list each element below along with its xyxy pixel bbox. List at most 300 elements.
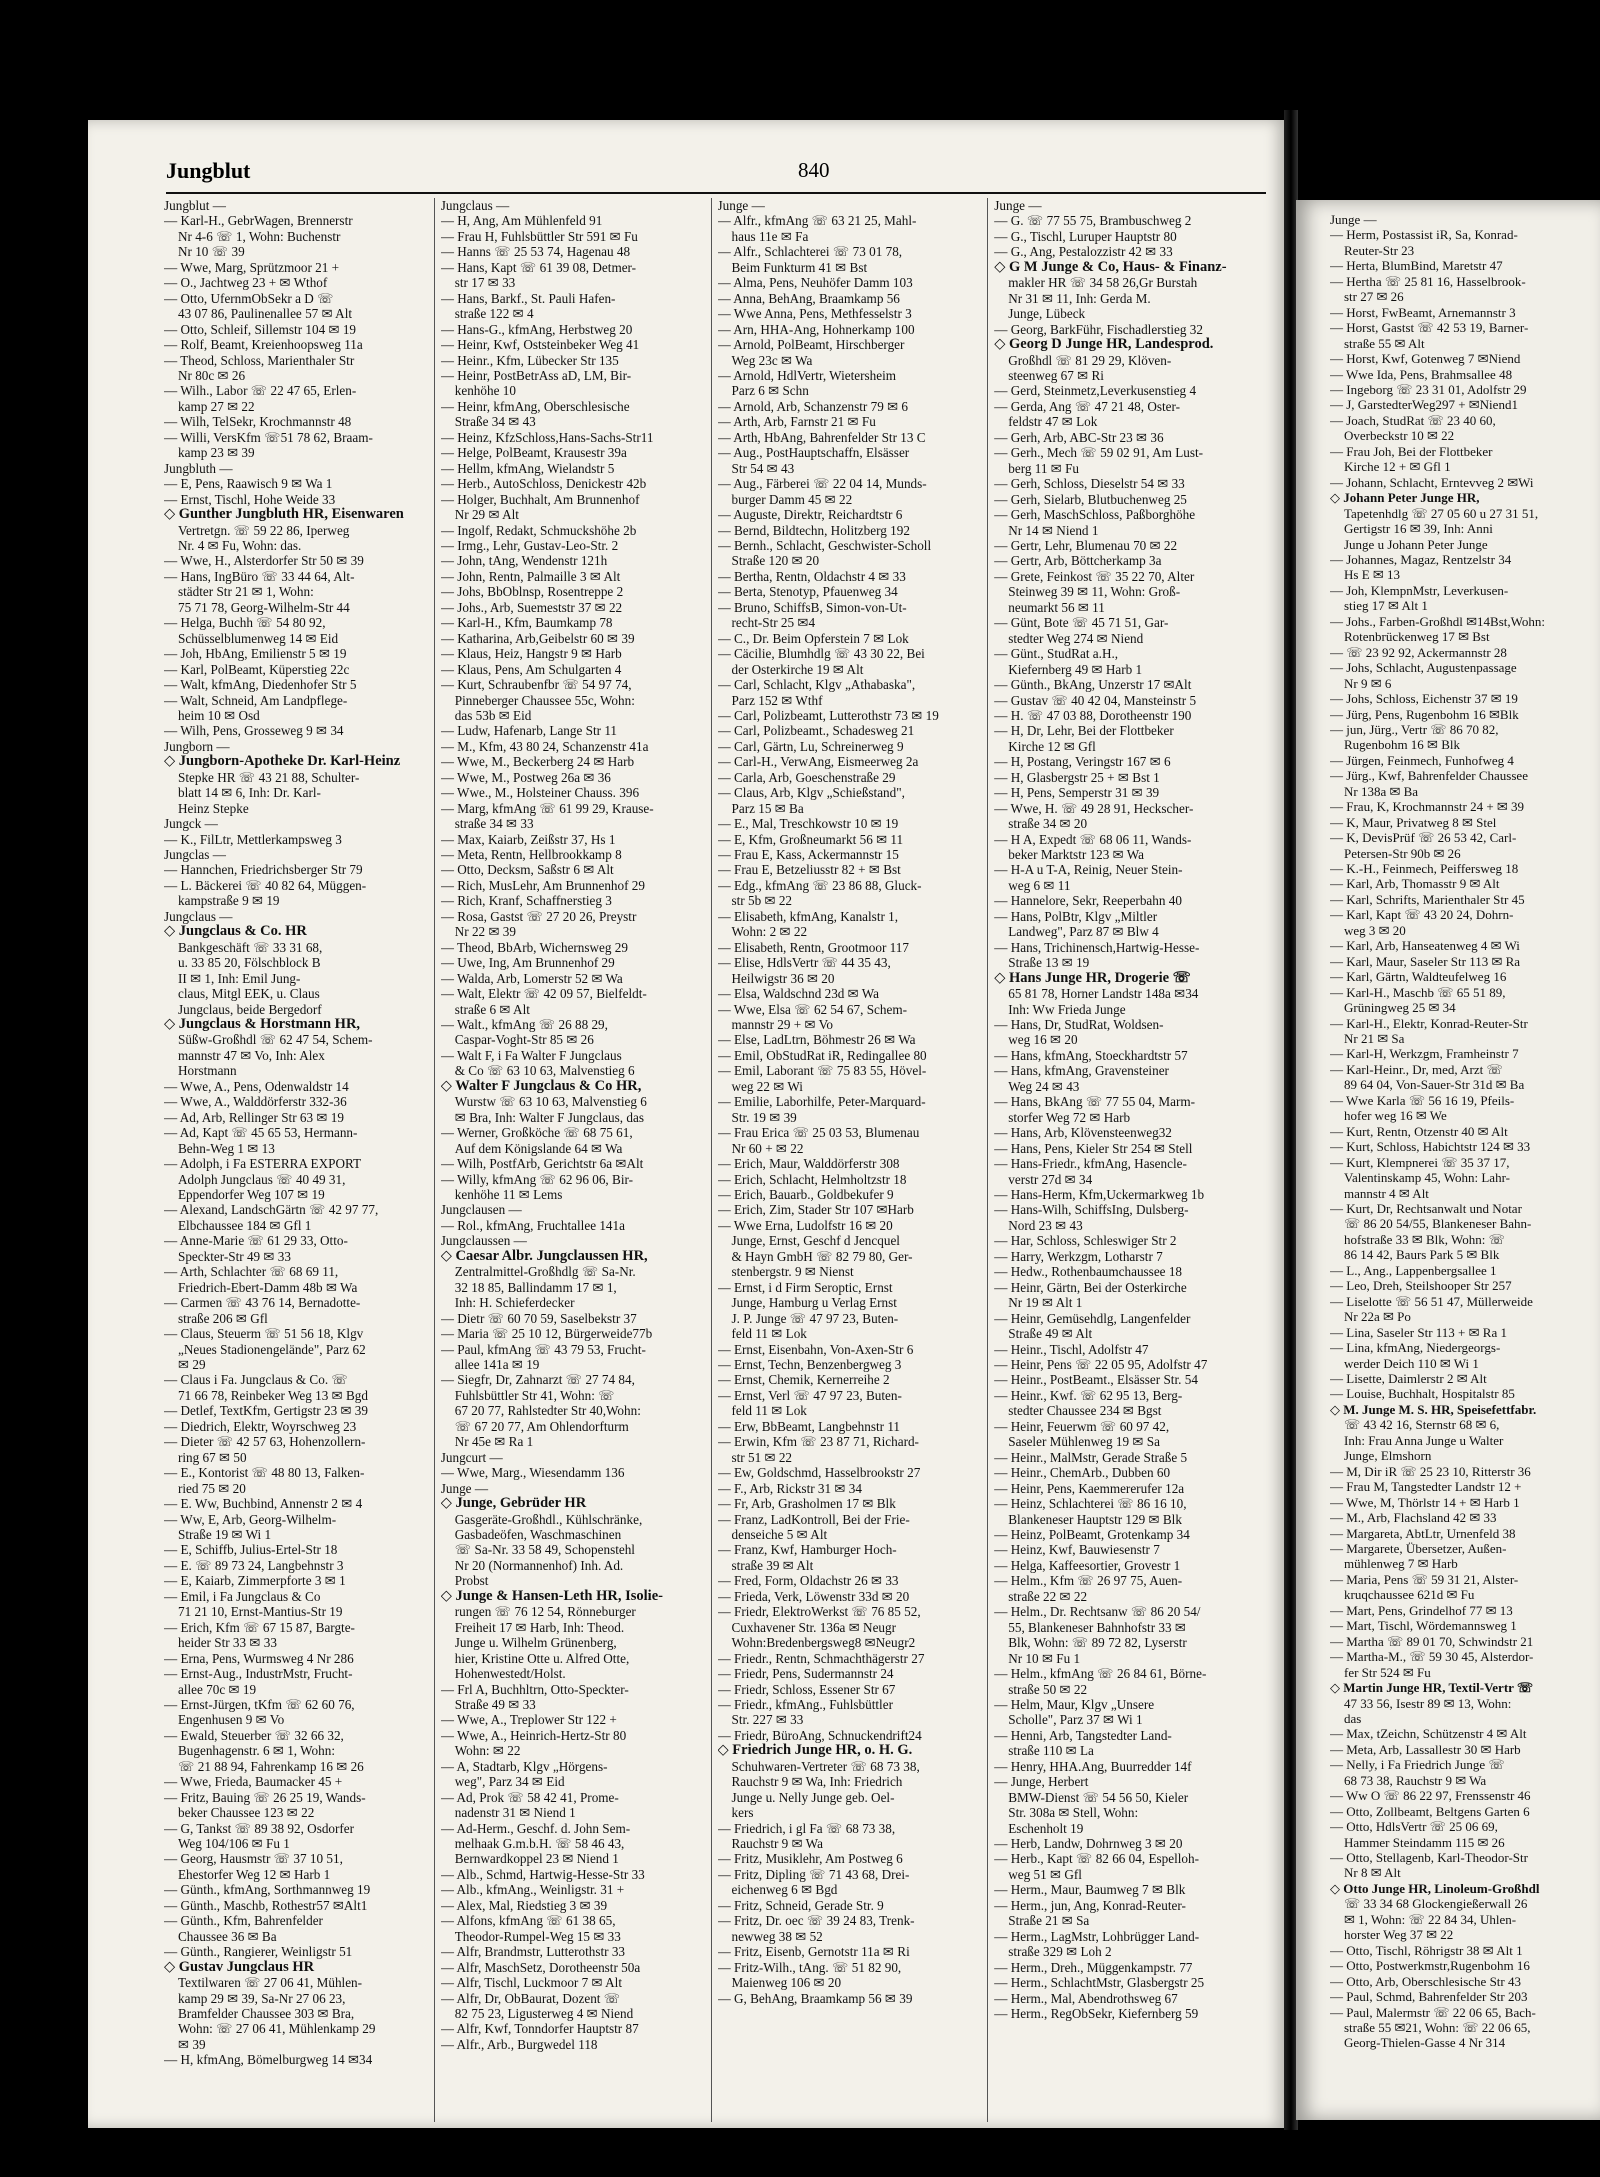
directory-entry: Elbchaussee 184 ✉ Gfl 1 bbox=[178, 1217, 312, 1233]
directory-entry: ◇ Martin Junge HR, Textil-Vertr ☏ bbox=[1330, 1680, 1534, 1696]
directory-entry: Engenhusen 9 ✉ Vo bbox=[178, 1712, 285, 1728]
directory-entry: straße 34 ✉ 20 bbox=[1008, 816, 1088, 832]
directory-entry: — Heinr, PostBetrAss aD, LM, Bir- bbox=[440, 367, 632, 383]
directory-entry: — Wwe, M., Postweg 26a ✉ 36 bbox=[440, 769, 611, 785]
directory-entry: — Johs., Farben-Großhdl ✉14Bst,Wohn: bbox=[1330, 613, 1545, 629]
directory-entry: — Gerda, Ang ☏ 47 21 48, Oster- bbox=[994, 398, 1181, 414]
directory-entry: — Claus, Arb, Klgv „Schießstand", bbox=[717, 785, 905, 801]
directory-entry: — Junge, Herbert bbox=[994, 1774, 1089, 1790]
directory-entry: — Ew, Goldschmd, Hasselbrookstr 27 bbox=[717, 1465, 921, 1481]
directory-entry: — Heinr, Pens ☏ 22 05 95, Adolfstr 47 bbox=[994, 1356, 1208, 1372]
directory-entry: — Otto, Postwerkmstr,Rugenbohm 16 bbox=[1330, 1958, 1530, 1974]
directory-entry: Ehestorfer Weg 12 ✉ Harb 1 bbox=[178, 1866, 331, 1882]
directory-entry: — Karl-H., Kfm, Baumkamp 78 bbox=[440, 615, 613, 631]
directory-entry: — Margareta, AbtLtr, Urnenfeld 38 bbox=[1330, 1525, 1516, 1541]
directory-entry: straße 55 ✉21, Wohn: ☏ 22 06 65, bbox=[1344, 2020, 1531, 2036]
directory-entry: beker Chaussee 123 ✉ 22 bbox=[178, 1805, 315, 1821]
directory-entry: stedter Weg 274 ✉ Niend bbox=[1008, 630, 1144, 646]
directory-entry: — Edg., kfmAng ☏ 23 86 88, Gluck- bbox=[717, 877, 922, 893]
directory-entry: — Maria ☏ 25 10 12, Bürgerweide77b bbox=[440, 1326, 653, 1342]
directory-entry: weg 22 ✉ Wi bbox=[731, 1078, 803, 1094]
directory-entry: — Alexand, LandschGärtn ☏ 42 97 77, bbox=[164, 1202, 379, 1218]
directory-entry: — Joach, StudRat ☏ 23 40 60, bbox=[1330, 412, 1496, 428]
directory-entry: nadenstr 31 ✉ Niend 1 bbox=[454, 1805, 576, 1821]
directory-entry: Junge u. Wilhelm Grünenberg, bbox=[454, 1635, 617, 1651]
directory-entry: weg 16 ✉ 20 bbox=[1008, 1032, 1078, 1048]
directory-entry: — Gerh, MaschSchloss, Paßborghöhe bbox=[994, 507, 1196, 523]
directory-entry: — Helm, Maur, Klgv „Unsere bbox=[994, 1696, 1155, 1712]
directory-entry: burger Damm 45 ✉ 22 bbox=[731, 491, 853, 507]
directory-entry: Heilwigstr 36 ✉ 20 bbox=[731, 970, 835, 986]
directory-entry: weg 6 ✉ 11 bbox=[1008, 877, 1071, 893]
directory-entry: — Heinr., Kwf. ☏ 62 95 13, Berg- bbox=[994, 1387, 1183, 1403]
directory-entry: ◇ Jungclaus & Co. HR bbox=[164, 924, 307, 940]
directory-entry: Weg 23c ✉ Wa bbox=[731, 352, 813, 368]
directory-entry: horster Weg 37 ✉ 22 bbox=[1344, 1927, 1454, 1943]
directory-entry: Parz 15 ✉ Ba bbox=[731, 800, 804, 816]
directory-entry: — Carl-H., VerwAng, Eismeerweg 2a bbox=[717, 754, 919, 770]
directory-entry: — Otto, Arb, Oberschlesische Str 43 bbox=[1330, 1973, 1522, 1989]
directory-entry: Landweg", Parz 87 ✉ Blw 4 bbox=[1008, 924, 1159, 940]
directory-entry: Zentralmittel-Großhdlg ☏ Sa-Nr. bbox=[454, 1264, 636, 1280]
directory-entry: — Willi, VersKfm ☏51 78 62, Braam- bbox=[164, 429, 373, 445]
directory-entry: — Emil, Laborant ☏ 75 83 55, Hövel- bbox=[717, 1063, 927, 1079]
directory-entry: — C., Dr. Beim Opferstein 7 ✉ Lok bbox=[717, 630, 909, 646]
directory-entry: — Heinr, Gärtn, Bei der Osterkirche bbox=[994, 1279, 1187, 1295]
directory-entry: kenhöhe 11 ✉ Lems bbox=[454, 1187, 563, 1202]
directory-entry: Beim Funkturm 41 ✉ Bst bbox=[731, 259, 868, 275]
directory-entry: Saseler Mühlenweg 19 ✉ Sa bbox=[1008, 1434, 1160, 1450]
directory-entry: — Ernst, i d Firm Seroptic, Ernst bbox=[717, 1279, 893, 1295]
directory-entry: — Emilie, Laborhilfe, Peter-Marquard- bbox=[717, 1094, 926, 1110]
directory-entry: — Jürg, Pens, Rugenbohm 16 ✉Blk bbox=[1330, 706, 1519, 722]
directory-entry: Bugenhagenstr. 6 ✉ 1, Wohn: bbox=[178, 1743, 335, 1759]
directory-entry: Gasbadeöfen, Waschmaschinen bbox=[454, 1526, 622, 1542]
directory-entry: u. 33 85 20, Fölschblock B bbox=[178, 955, 321, 971]
directory-entry: Wohn: ✉ 22 bbox=[454, 1743, 521, 1759]
directory-entry: — Arth, Schlachter ☏ 68 69 11, bbox=[164, 1264, 339, 1280]
directory-entry: ◇ Otto Junge HR, Linoleum-Großhdl bbox=[1330, 1880, 1540, 1896]
directory-entry: — Ernst, Techn, Benzenbergweg 3 bbox=[717, 1356, 902, 1372]
directory-entry: 68 73 38, Rauchstr 9 ✉ Wa bbox=[1344, 1772, 1487, 1788]
directory-entry: Schüsselblumenweg 14 ✉ Eid bbox=[178, 630, 339, 646]
directory-entry: ried 75 ✉ 20 bbox=[178, 1480, 246, 1496]
directory-entry: newweg 38 ✉ 52 bbox=[731, 1928, 823, 1944]
directory-entry: — Heinr., MalMstr, Gerade Straße 5 bbox=[994, 1449, 1188, 1465]
directory-entry: Petersen-Str 90b ✉ 26 bbox=[1344, 845, 1461, 861]
directory-entry: — Herm, Postassist iR, Sa, Konrad- bbox=[1330, 227, 1518, 243]
directory-entry: — Franz, Kwf, Hamburger Hoch- bbox=[717, 1542, 897, 1558]
directory-entry: Nr 10 ☏ 39 bbox=[178, 244, 245, 260]
directory-entry: Friedrich-Ebert-Damm 48b ✉ Wa bbox=[178, 1279, 358, 1295]
directory-entry: — Bertha, Rentn, Oldachstr 4 ✉ 33 bbox=[717, 568, 906, 584]
directory-entry: hofstraße 33 ✉ Blk, Wohn: ☏ bbox=[1344, 1231, 1505, 1247]
directory-entry: — E, Kaiarb, Zimmerpforte 3 ✉ 1 bbox=[164, 1573, 346, 1589]
directory-entry: — Herb, Landw, Dohrnweg 3 ✉ 20 bbox=[994, 1836, 1183, 1852]
directory-entry: ✉ 1, Wohn: ☏ 22 84 34, Uhlen- bbox=[1344, 1911, 1517, 1927]
directory-entry: ring 67 ✉ 50 bbox=[178, 1449, 247, 1465]
directory-entry: ◇ Junge & Hansen-Leth HR, Isolie- bbox=[440, 1588, 663, 1604]
directory-entry: Rugenbohm 16 ✉ Blk bbox=[1344, 737, 1460, 753]
directory-entry: — Alma, Pens, Neuhöfer Damm 103 bbox=[717, 275, 913, 291]
directory-entry: — Elsa, Waldschnd 23d ✉ Wa bbox=[717, 986, 880, 1002]
directory-entry: — Hans, Arb, Klövensteenweg32 bbox=[994, 1125, 1172, 1141]
directory-entry: — K.-H., Feinmech, Peiffersweg 18 bbox=[1330, 861, 1519, 877]
directory-entry: straße 50 ✉ 22 bbox=[1008, 1681, 1088, 1697]
directory-entry: — Horst, Kwf, Gotenweg 7 ✉Niend bbox=[1330, 351, 1521, 367]
directory-entry: — Friedr, ElektroWerkst ☏ 76 85 52, bbox=[717, 1604, 921, 1620]
directory-entry: ◇ M. Junge M. S. HR, Speisefettfabr. bbox=[1330, 1401, 1537, 1417]
directory-entry: — Ww O ☏ 86 22 97, Frenssenstr 46 bbox=[1330, 1788, 1531, 1804]
directory-entry: — Herb., AutoSchloss, Denickestr 42b bbox=[440, 476, 647, 492]
directory-entry: Jungclas — bbox=[164, 847, 226, 863]
directory-entry: — G. ☏ 77 55 75, Brambuschweg 2 bbox=[994, 213, 1192, 229]
directory-entry: — Helm., Kfm ☏ 26 97 75, Auen- bbox=[994, 1573, 1183, 1589]
directory-entry: — Karl-H., Elektr, Konrad-Reuter-Str bbox=[1330, 1015, 1528, 1031]
directory-entry: straße 329 ✉ Loh 2 bbox=[1008, 1944, 1112, 1960]
directory-entry: — Gerh, Schloss, Dieselstr 54 ✉ 33 bbox=[994, 476, 1185, 492]
directory-entry: — Gertr, Lehr, Blumenau 70 ✉ 22 bbox=[994, 537, 1178, 553]
directory-entry: — Karl, Maur, Saseler Str 113 ✉ Ra bbox=[1330, 953, 1521, 969]
directory-entry: — Wwe, M, Thörlstr 14 + ✉ Harb 1 bbox=[1330, 1494, 1520, 1510]
directory-entry: — Dietr ☏ 60 70 59, Saselbekstr 37 bbox=[440, 1310, 637, 1326]
directory-entry: heider Str 33 ✉ 33 bbox=[178, 1635, 277, 1651]
directory-entry: — Ad, Arb, Rellinger Str 63 ✉ 19 bbox=[164, 1109, 344, 1125]
directory-entry: — Hans, Dr, StudRat, Woldsen- bbox=[994, 1017, 1164, 1033]
directory-entry: — Heinr., Tischl, Adolfstr 47 bbox=[994, 1341, 1149, 1357]
directory-columns bbox=[158, 198, 1264, 2122]
directory-entry: Inh: Frau Anna Junge u Walter bbox=[1344, 1432, 1504, 1448]
directory-entry: — Fritz, Musiklehr, Am Postweg 6 bbox=[717, 1851, 903, 1867]
directory-entry: — Günth., Rangierer, Weinligstr 51 bbox=[164, 1944, 353, 1960]
directory-entry: — Meta, Arb, Lassallestr 30 ✉ Harb bbox=[1330, 1741, 1521, 1757]
directory-entry: straße 122 ✉ 4 bbox=[454, 306, 534, 322]
directory-entry: — Paul, Schmd, Bahrenfelder Str 203 bbox=[1330, 1989, 1528, 2005]
directory-entry: — Liselotte ☏ 56 51 47, Müllerweide bbox=[1330, 1293, 1533, 1309]
directory-entry: — Helga, Buchh ☏ 54 80 92, bbox=[164, 615, 326, 631]
directory-entry: — Carl, Polizbeamt, Lutterothstr 73 ✉ 19 bbox=[717, 707, 939, 723]
directory-entry: — Henni, Arb, Tangstedter Land- bbox=[994, 1727, 1172, 1743]
directory-entry: — Hans-G., kfmAng, Herbstweg 20 bbox=[440, 321, 633, 337]
directory-entry: — Hanns ☏ 25 53 74, Hagenau 48 bbox=[440, 244, 631, 260]
directory-entry: ◇ Hans Junge HR, Drogerie ☏ bbox=[994, 970, 1191, 986]
directory-entry: — Otto, Tischl, Röhrigstr 38 ✉ Alt 1 bbox=[1330, 1942, 1523, 1958]
directory-entry: — Hedw., Rothenbaumchaussee 18 bbox=[994, 1264, 1183, 1280]
directory-entry: — Ludw, Hafenarb, Lange Str 11 bbox=[440, 723, 618, 739]
directory-entry: Nord 23 ✉ 43 bbox=[1008, 1217, 1083, 1233]
directory-entry: storfer Weg 72 ✉ Harb bbox=[1008, 1109, 1131, 1125]
directory-entry: — Anne-Marie ☏ 61 29 33, Otto- bbox=[164, 1233, 348, 1249]
directory-entry: weg 51 ✉ Gfl bbox=[1008, 1866, 1082, 1882]
directory-entry: str 5b ✉ 22 bbox=[731, 893, 793, 909]
directory-entry: — Herm., RegObSekr, Kiefernberg 59 bbox=[994, 2006, 1199, 2022]
directory-entry: — Alfr, Dr, ObBaurat, Dozent ☏ bbox=[440, 1990, 621, 2006]
directory-entry: ◇ Caesar Albr. Jungclaussen HR, bbox=[440, 1248, 648, 1264]
directory-entry: steenweg 67 ✉ Ri bbox=[1008, 367, 1104, 383]
directory-entry: — Hans, Pens, Kieler Str 254 ✉ Stell bbox=[994, 1140, 1193, 1156]
directory-entry: — Rich, MusLehr, Am Brunnenhof 29 bbox=[440, 877, 645, 893]
directory-entry: 82 75 23, Ligusterweg 4 ✉ Niend bbox=[454, 2006, 634, 2022]
directory-entry: — Heinz, KfzSchloss,Hans-Sachs-Str11 bbox=[440, 429, 654, 445]
directory-entry: Junge, Lübeck bbox=[1008, 306, 1086, 322]
directory-entry: — Wwe, A., Treplower Str 122 + bbox=[440, 1712, 617, 1728]
directory-entry: — Claus, Steuerm ☏ 51 56 18, Klgv bbox=[164, 1326, 364, 1342]
directory-entry: Rauchstr 9 ✉ Wa, Inh: Friedrich bbox=[731, 1774, 903, 1790]
directory-entry: 32 18 85, Ballindamm 17 ✉ 1, bbox=[454, 1279, 617, 1295]
directory-entry: Rotenbrückenweg 17 ✉ Bst bbox=[1344, 629, 1490, 645]
directory-entry: Süßw-Großhdl ☏ 62 47 54, Schem- bbox=[178, 1032, 373, 1048]
directory-entry: makler HR ☏ 34 58 26,Gr Burstah bbox=[1008, 275, 1198, 291]
directory-entry: Steinweg 39 ✉ 11, Wohn: Groß- bbox=[1008, 584, 1181, 600]
directory-entry: Gasgeräte-Großhdl., Kühlschränke, bbox=[454, 1511, 643, 1527]
directory-entry: — Wilh, TelSekr, Krochmannstr 48 bbox=[164, 414, 352, 430]
directory-entry: — Erich, Schlacht, Helmholtzstr 18 bbox=[717, 1171, 907, 1187]
directory-entry: — Johs, BbOblnsp, Rosentreppe 2 bbox=[440, 584, 624, 600]
directory-entry: — Heinr., PostBeamt., Elsässer Str. 54 bbox=[994, 1372, 1198, 1388]
directory-entry: — Walt, Elektr ☏ 42 09 57, Bielfeldt- bbox=[440, 986, 647, 1002]
directory-entry: Overbeckstr 10 ✉ 22 bbox=[1344, 428, 1455, 444]
directory-entry: — H, Postang, Veringstr 167 ✉ 6 bbox=[994, 754, 1171, 770]
directory-entry: Vertretgn. ☏ 59 22 86, Iperweg bbox=[178, 522, 350, 538]
directory-entry: — Günth., Maschb, Rothestr57 ✉Alt1 bbox=[164, 1897, 368, 1913]
directory-entry: — Alfons, kfmAng ☏ 61 38 65, bbox=[440, 1913, 616, 1929]
directory-entry: — Elisabeth, Rentn, Grootmoor 117 bbox=[717, 939, 909, 955]
directory-entry: — Dieter ☏ 42 57 63, Hohenzollern- bbox=[164, 1434, 366, 1450]
directory-entry: — Karl, PolBeamt, Küperstieg 22c bbox=[164, 661, 350, 677]
directory-entry: ☏ 21 88 94, Fahrenkamp 16 ✉ 26 bbox=[178, 1758, 364, 1774]
directory-entry: Chaussee 36 ✉ Ba bbox=[178, 1928, 277, 1944]
directory-entry: ◇ Walter F Jungclaus & Co HR, bbox=[440, 1078, 642, 1094]
directory-entry: kamp 27 ✉ 22 bbox=[178, 398, 255, 414]
directory-entry: — Arnold, PolBeamt, Hirschberger bbox=[717, 337, 905, 353]
directory-entry: Nr 29 ✉ Alt bbox=[454, 507, 519, 523]
directory-entry: — ☏ 23 92 92, Ackermannstr 28 bbox=[1330, 644, 1507, 660]
directory-entry: kers bbox=[731, 1805, 754, 1821]
directory-entry: — Herm., SchlachtMstr, Glasbergstr 25 bbox=[994, 1975, 1205, 1991]
directory-entry: — Friedr, Schloss, Essener Str 67 bbox=[717, 1681, 896, 1697]
directory-entry: Grüningweg 25 ✉ 34 bbox=[1344, 1000, 1456, 1016]
directory-entry: — Herm., Maur, Baumweg 7 ✉ Blk bbox=[994, 1882, 1186, 1898]
directory-entry: claus, Mitgl EEK, u. Claus bbox=[178, 986, 320, 1002]
directory-entry: II ✉ 1, Inh: Emil Jung- bbox=[178, 970, 301, 986]
directory-entry: — E., Mal, Treschkowstr 10 ✉ 19 bbox=[717, 816, 899, 832]
directory-entry: — Wwe, H., Alsterdorfer Str 50 ✉ 39 bbox=[164, 553, 364, 569]
directory-entry: Str. 227 ✉ 33 bbox=[731, 1712, 804, 1728]
directory-entry: — Frl A, Buchhltrn, Otto-Speckter- bbox=[440, 1681, 629, 1697]
directory-entry: — H, Dr, Lehr, Bei der Flottbeker bbox=[994, 723, 1174, 739]
directory-entry: — Gerd, Steinmetz,Leverkusenstieg 4 bbox=[994, 383, 1197, 399]
directory-entry: — Otto, Schleif, Sillemstr 104 ✉ 19 bbox=[164, 321, 357, 337]
directory-entry: — Arn, HHA-Ang, Hohnerkamp 100 bbox=[717, 321, 915, 337]
directory-entry: — Heinr., Kfm, Lübecker Str 135 bbox=[440, 352, 619, 368]
directory-entry: ☏ 67 20 77, Am Ohlendorfturm bbox=[454, 1418, 629, 1434]
directory-entry: str 51 ✉ 22 bbox=[731, 1449, 793, 1465]
directory-entry: — Hans-Wilh, SchiffsIng, Dulsberg- bbox=[994, 1202, 1189, 1218]
directory-entry: 55, Blankeneser Bahnhofstr 33 ✉ bbox=[1008, 1619, 1186, 1635]
directory-entry: — Erwin, Kfm ☏ 23 87 71, Richard- bbox=[717, 1434, 919, 1450]
directory-entry: — Helge, PolBeamt, Krausestr 39a bbox=[440, 445, 627, 461]
directory-entry: — A, Stadtarb, Klgv „Hörgens- bbox=[440, 1758, 608, 1774]
directory-entry: — Claus i Fa. Jungclaus & Co. ☏ bbox=[164, 1372, 348, 1388]
directory-entry: fer Str 524 ✉ Fu bbox=[1344, 1664, 1431, 1680]
directory-entry: — Günth., Kfm, Bahrenfelder bbox=[164, 1913, 323, 1929]
directory-entry: — Ww, E, Arb, Georg-Wilhelm- bbox=[164, 1511, 337, 1527]
directory-entry: — Gerh, Sielarb, Blutbuchenweg 25 bbox=[994, 491, 1187, 507]
directory-entry: blatt 14 ✉ 6, Inh: Dr. Karl- bbox=[178, 785, 321, 801]
directory-entry: — M., Arb, Flachsland 42 ✉ 33 bbox=[1330, 1510, 1497, 1526]
directory-entry: — Wwe, A., Pens, Odenwaldstr 14 bbox=[164, 1078, 349, 1094]
column-1 bbox=[158, 198, 435, 2122]
directory-entry: Blankeneser Hauptstr 129 ✉ Blk bbox=[1008, 1511, 1182, 1527]
directory-entry: Straße 34 ✉ 43 bbox=[454, 414, 536, 430]
directory-entry: Tapetenhdlg ☏ 27 05 60 u 27 31 51, bbox=[1344, 505, 1539, 521]
directory-entry: beker Marktstr 123 ✉ Wa bbox=[1008, 847, 1144, 863]
directory-entry: — Ad, Kapt ☏ 45 65 53, Hermann- bbox=[164, 1125, 358, 1141]
directory-entry: straße 22 ✉ 22 bbox=[1008, 1588, 1088, 1604]
directory-entry: — Arth, HbAng, Bahrenfelder Str 13 C bbox=[717, 429, 926, 445]
directory-entry: — Wilh., Labor ☏ 22 47 65, Erlen- bbox=[164, 383, 357, 399]
directory-entry: — Walt., kfmAng ☏ 26 88 29, bbox=[440, 1017, 608, 1033]
directory-entry: hier, Kristine Otte u. Alfred Otte, bbox=[454, 1650, 630, 1666]
directory-entry: — Wilh, Pens, Grosseweg 9 ✉ 34 bbox=[164, 723, 344, 739]
directory-entry: — Frieda, Verk, Löwenstr 33d ✉ 20 bbox=[717, 1588, 910, 1604]
directory-entry: — Lina, kfmAng, Niedergeorgs- bbox=[1330, 1340, 1501, 1356]
directory-entry: 71 66 78, Reinbeker Weg 13 ✉ Bgd bbox=[178, 1387, 368, 1403]
directory-entry: Str 54 ✉ 43 bbox=[731, 460, 795, 476]
directory-entry: Junge, Hamburg u Verlag Ernst bbox=[731, 1295, 897, 1311]
directory-entry: — Gertr, Arb, Böttcherkamp 3a bbox=[994, 553, 1162, 569]
directory-entry: — Ernst, Verl ☏ 47 97 23, Buten- bbox=[717, 1387, 902, 1403]
directory-entry: ✉ Bra, Inh: Walter F Jungclaus, das bbox=[454, 1109, 644, 1125]
directory-entry: — Meta, Rentn, Hellbrookkamp 8 bbox=[440, 847, 622, 863]
directory-entry: — Wwe Erna, Ludolfstr 16 ✉ 20 bbox=[717, 1217, 893, 1233]
directory-entry: kampstraße 9 ✉ 19 bbox=[178, 893, 280, 909]
directory-entry: — Wwe Anna, Pens, Methfesselstr 3 bbox=[717, 306, 912, 322]
directory-entry: — Ernst-Aug., IndustrMstr, Frucht- bbox=[164, 1666, 353, 1682]
directory-entry: — Carla, Arb, Goeschenstraße 29 bbox=[717, 769, 896, 785]
directory-entry: Nr 60 + ✉ 22 bbox=[731, 1140, 804, 1156]
directory-entry: Jungclaussen — bbox=[440, 1233, 527, 1249]
directory-entry: — Herm., Dreh., Müggenkampstr. 77 bbox=[994, 1959, 1193, 1975]
directory-entry: — Horst, FwBeamt, Arnemannstr 3 bbox=[1330, 304, 1516, 320]
directory-entry: ◇ Friedrich Junge HR, o. H. G. bbox=[717, 1743, 913, 1759]
directory-entry: rungen ☏ 76 12 54, Rönneburger bbox=[454, 1604, 636, 1620]
directory-entry: — Otto, UfernmObSekr a D ☏ bbox=[164, 290, 334, 306]
directory-entry: — Helm., Dr. Rechtsanw ☏ 86 20 54/ bbox=[994, 1604, 1201, 1620]
directory-entry: Nr 8 ✉ Alt bbox=[1344, 1865, 1401, 1881]
directory-entry: 71 21 10, Ernst-Mantius-Str 19 bbox=[178, 1604, 343, 1620]
directory-entry: — Lisette, Daimlerstr 2 ✉ Alt bbox=[1330, 1370, 1487, 1386]
directory-entry: ◇ Junge, Gebrüder HR bbox=[440, 1496, 587, 1512]
directory-entry: mannstr 47 ✉ Vo, Inh: Alex bbox=[178, 1047, 325, 1063]
directory-entry: — Herb., Kapt ☏ 82 66 04, Espelloh- bbox=[994, 1851, 1199, 1867]
directory-entry: Heinz Stepke bbox=[178, 800, 249, 816]
directory-entry: — Arnold, HdlVertr, Wietersheim bbox=[717, 367, 897, 383]
directory-entry: Junge u. Nelly Junge geb. Oel- bbox=[731, 1789, 895, 1805]
directory-entry: Georg-Thielen-Gasse 4 Nr 314 bbox=[1344, 2035, 1506, 2051]
directory-entry: — Otto, Zollbeamt, Beltgens Garten 6 bbox=[1330, 1803, 1530, 1819]
directory-entry: — Frau E, Betzeliusstr 82 + ✉ Bst bbox=[717, 862, 901, 878]
directory-entry: — Rolf, Beamt, Kreienhoopsweg 11a bbox=[164, 337, 363, 353]
directory-entry: Eschenholt 19 bbox=[1008, 1820, 1084, 1836]
directory-entry: — Fr, Arb, Grasholmen 17 ✉ Blk bbox=[717, 1496, 896, 1512]
directory-entry: stedter Chaussee 234 ✉ Bgst bbox=[1008, 1403, 1162, 1419]
directory-entry: — Alfr., kfmAng ☏ 63 21 25, Mahl- bbox=[717, 213, 917, 229]
directory-entry: — H A, Expedt ☏ 68 06 11, Wands- bbox=[994, 831, 1192, 847]
directory-entry: — Herm., Mal, Abendrothsweg 67 bbox=[994, 1990, 1178, 2006]
directory-entry: — Alfr, Kwf, Tonndorfer Hauptstr 87 bbox=[440, 2021, 639, 2037]
directory-entry: — Günth., kfmAng, Sorthmannweg 19 bbox=[164, 1882, 371, 1898]
directory-entry: & Hayn GmbH ☏ 82 79 80, Ger- bbox=[731, 1248, 913, 1264]
directory-entry: — Wwe, Marg., Wiesendamm 136 bbox=[440, 1465, 625, 1481]
directory-entry: ◇ Georg D Junge HR, Landesprod. bbox=[994, 337, 1214, 353]
directory-entry: Theodor-Rumpel-Weg 15 ✉ 33 bbox=[454, 1928, 621, 1944]
directory-entry: — Carmen ☏ 43 76 14, Bernadotte- bbox=[164, 1295, 361, 1311]
directory-entry: — Cäcilie, Blumhdlg ☏ 43 30 22, Bei bbox=[717, 646, 925, 662]
directory-entry: Fuhlsbüttler Str 41, Wohn: ☏ bbox=[454, 1387, 615, 1403]
directory-entry: — Hans, kfmAng, Stoeckhardtstr 57 bbox=[994, 1047, 1188, 1063]
directory-entry: — Horst, Gastst ☏ 42 53 19, Barner- bbox=[1330, 320, 1529, 336]
directory-entry: Cuxhavener Str. 136a ✉ Neugr bbox=[731, 1619, 897, 1635]
directory-entry: Junge, Elmshorn bbox=[1344, 1448, 1432, 1464]
directory-entry: — Heinr, kfmAng, Oberschlesische bbox=[440, 398, 630, 414]
directory-entry: — Otto, Stellagenb, Karl-Theodor-Str bbox=[1330, 1850, 1528, 1866]
directory-entry: — Wwe, A., Heinrich-Hertz-Str 80 bbox=[440, 1727, 627, 1743]
directory-entry: der Osterkirche 19 ✉ Alt bbox=[731, 661, 864, 677]
directory-entry: stenbergstr. 9 ✉ Nienst bbox=[731, 1264, 854, 1280]
directory-entry: — Werner, Großköche ☏ 68 75 61, bbox=[440, 1125, 633, 1141]
directory-entry: Bramfelder Chaussee 303 ✉ Bra, bbox=[178, 2006, 355, 2022]
directory-entry: — Rol., kfmAng, Fruchtallee 141a bbox=[440, 1217, 625, 1233]
directory-entry: — E, Schiffb, Julius-Ertel-Str 18 bbox=[164, 1542, 338, 1558]
directory-entry: verstr 27d ✉ 34 bbox=[1008, 1171, 1093, 1187]
directory-entry: — Johannes, Magaz, Rentzelstr 34 bbox=[1330, 551, 1512, 567]
directory-entry: — Emil, i Fa Jungclaus & Co bbox=[164, 1588, 321, 1604]
directory-entry: — K, Maur, Privatweg 8 ✉ Stel bbox=[1330, 814, 1497, 830]
directory-entry: Straße 120 ✉ 20 bbox=[731, 553, 820, 569]
directory-entry: — Ernst, Chemik, Kernerreihe 2 bbox=[717, 1372, 890, 1388]
directory-entry: — Otto, HdlsVertr ☏ 25 06 69, bbox=[1330, 1819, 1498, 1835]
directory-entry: — L. Bäckerei ☏ 40 82 64, Müggen- bbox=[164, 877, 367, 893]
directory-entry: — Elisabeth, kfmAng, Kanalstr 1, bbox=[717, 908, 899, 924]
directory-entry: — Kurt, Schraubenfbr ☏ 54 97 74, bbox=[440, 677, 632, 693]
header-name: Jungblut bbox=[166, 158, 251, 183]
directory-entry: — Ernst-Jürgen, tKfm ☏ 62 60 76, bbox=[164, 1696, 355, 1712]
directory-entry: — Ad-Herm., Geschf. d. John Sem- bbox=[440, 1820, 631, 1836]
directory-entry: — Walt F, i Fa Walter F Jungclaus bbox=[440, 1047, 622, 1063]
directory-entry: — Hannchen, Friedrichsberger Str 79 bbox=[164, 862, 363, 878]
directory-entry: Stepke HR ☏ 43 21 88, Schulter- bbox=[178, 769, 360, 785]
directory-entry: Junge — bbox=[994, 198, 1042, 213]
directory-entry: J. P. Junge ☏ 47 97 23, Buten- bbox=[731, 1310, 899, 1326]
directory-entry: — Aug., PostHauptschaffn, Elsässer bbox=[717, 445, 910, 461]
directory-entry: — Gerh., Mech ☏ 59 02 91, Am Lust- bbox=[994, 445, 1204, 461]
directory-entry: — Ernst, Tischl, Hohe Weide 33 bbox=[164, 491, 336, 507]
directory-entry: — Helm., kfmAng ☏ 26 84 61, Börne- bbox=[994, 1666, 1207, 1682]
directory-entry: — Friedr., Rentn, Schmachthägerstr 27 bbox=[717, 1650, 925, 1666]
directory-entry: — Nelly, i Fa Friedrich Junge ☏ bbox=[1330, 1757, 1505, 1773]
directory-entry: — G, Tankst ☏ 89 38 92, Osdorfer bbox=[164, 1820, 355, 1836]
directory-entry: — Frau Erica ☏ 25 03 53, Blumenau bbox=[717, 1125, 920, 1141]
directory-entry: Junge, Ernst, Geschf d Jencquel bbox=[731, 1233, 900, 1249]
directory-entry: — Helga, Kaffeesortier, Grovestr 1 bbox=[994, 1557, 1181, 1573]
directory-entry: — Heinr, Pens, Kaemmererufer 12a bbox=[994, 1480, 1185, 1496]
directory-entry: 67 20 77, Rahlstedter Str 40,Wohn: bbox=[454, 1403, 641, 1419]
directory-entry: Gertigstr 16 ✉ 39, Inh: Anni bbox=[1344, 521, 1493, 537]
directory-entry: — L., Ang., Lappenbergsallee 1 bbox=[1330, 1262, 1497, 1278]
directory-entry: Freiheit 17 ✉ Harb, Inh: Theod. bbox=[454, 1619, 625, 1635]
directory-entry: Nr 45e ✉ Ra 1 bbox=[454, 1434, 534, 1450]
